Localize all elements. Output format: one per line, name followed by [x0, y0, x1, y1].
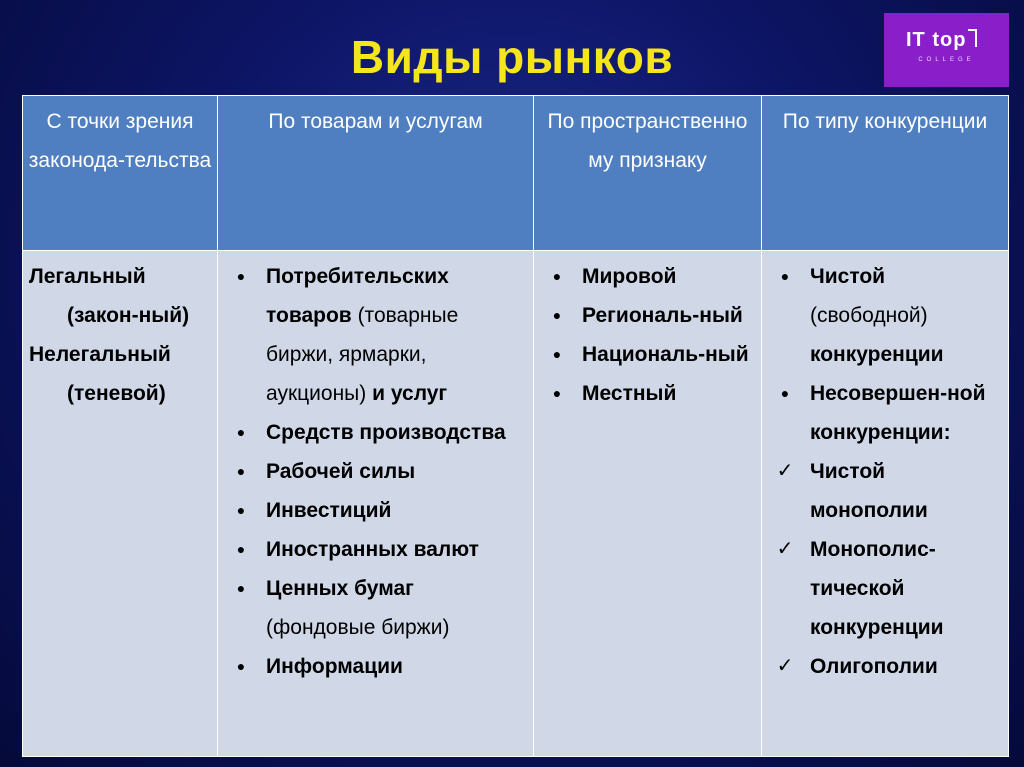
bullet-icon: ●: [552, 385, 562, 401]
list-item: ● Ценных бумаг (фондовые биржи): [224, 569, 529, 647]
bullet-icon: ●: [236, 580, 246, 596]
header-competition: По типу конкуренции: [762, 96, 1009, 251]
bullet-icon: ●: [236, 541, 246, 557]
bullet-icon: ●: [552, 307, 562, 323]
list-item: ● Местный: [540, 374, 757, 413]
list-item: ● Националь-ный: [540, 335, 757, 374]
slide-title: Виды рынков: [350, 31, 674, 83]
header-goods-services: По товарам и услугам: [218, 96, 534, 251]
check-item: ✓ Чистой монополии: [768, 452, 1004, 530]
legal-note: (закон-ный): [67, 304, 190, 327]
logo-text: IT top: [906, 29, 977, 51]
check-icon: ✓: [776, 655, 794, 677]
bullet-icon: ●: [236, 658, 246, 674]
content-row: [23, 251, 1009, 757]
illegal-note: (теневой): [67, 382, 166, 405]
bullet-icon: ●: [236, 268, 246, 284]
header-row: [23, 96, 1009, 251]
check-icon: ✓: [776, 460, 794, 482]
header-legislation: С точки зрения законода-тельства: [23, 96, 218, 251]
check-item: ✓ Олигополии: [768, 647, 1004, 686]
logo-subtext: COLLEGE: [918, 57, 975, 63]
list-item: ● Потребительских товаров (товарные биржи, ярмарки, аукционы) и услуг: [224, 257, 529, 413]
bullet-icon: ●: [236, 502, 246, 518]
list-item: ● Несовершен-ной конкуренции:: [768, 374, 1004, 452]
cell-goods: [218, 251, 534, 757]
bullet-icon: ●: [236, 463, 246, 479]
header-spatial: По пространственно му признаку: [534, 96, 762, 251]
bullet-icon: ●: [780, 268, 790, 284]
illegal-item: Нелегальный: [29, 343, 171, 366]
list-item: ● Региональ-ный: [540, 296, 757, 335]
list-item: ● Мировой: [540, 257, 757, 296]
legal-item: Легальный: [29, 265, 146, 288]
market-types-table: [22, 95, 1009, 757]
cell-spatial: [534, 251, 762, 757]
list-item: ● Информации: [224, 647, 529, 686]
list-item: ● Рабочей силы: [224, 452, 529, 491]
list-item: ● Средств производства: [224, 413, 529, 452]
bullet-icon: ●: [552, 268, 562, 284]
bullet-icon: ●: [552, 346, 562, 362]
bullet-icon: ●: [780, 385, 790, 401]
cell-competition: [762, 251, 1009, 757]
it-top-college-logo: [884, 13, 1009, 87]
list-item: ● Иностранных валют: [224, 530, 529, 569]
bullet-icon: ●: [236, 424, 246, 440]
check-icon: ✓: [776, 538, 794, 560]
list-item: ● Инвестиций: [224, 491, 529, 530]
cell-legislation: [23, 251, 218, 757]
list-item: ● Чистой (свободной) конкуренции: [768, 257, 1004, 374]
check-item: ✓ Монополис-тической конкуренции: [768, 530, 1004, 647]
